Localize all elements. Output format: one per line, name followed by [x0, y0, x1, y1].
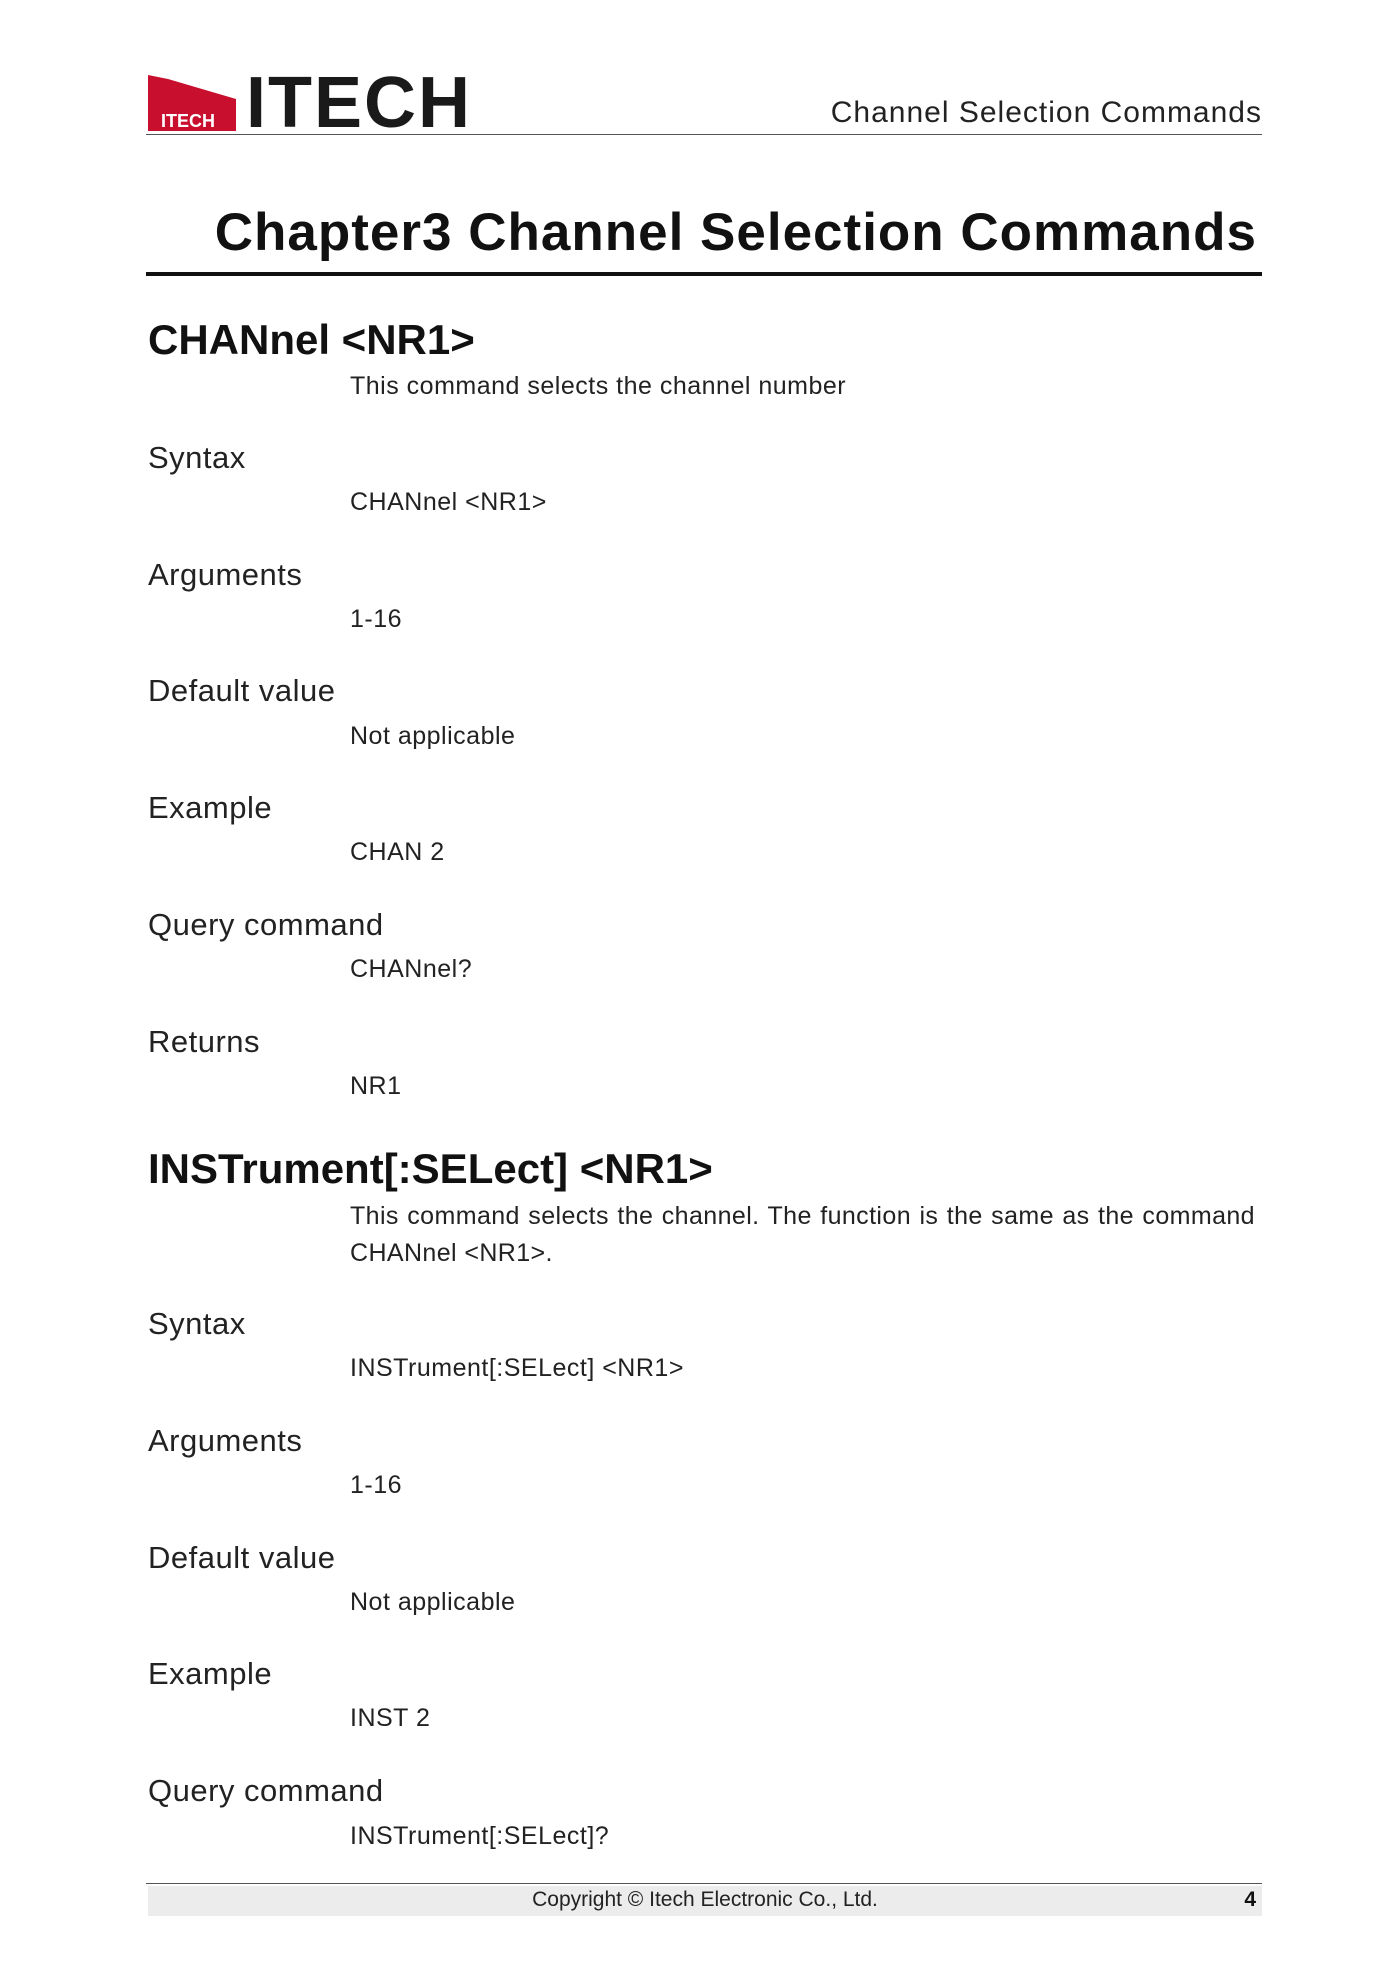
syntax-label: Syntax — [148, 1306, 246, 1341]
default-value: Not applicable — [350, 722, 516, 750]
example-label: Example — [148, 1656, 273, 1691]
example-value: INST 2 — [350, 1704, 431, 1732]
footer-copyright: Copyright © Itech Electronic Co., Ltd. — [532, 1888, 878, 1911]
command-description: This command selects the channel number — [350, 372, 847, 400]
header-divider — [146, 134, 1262, 135]
default-value-label: Default value — [148, 673, 336, 708]
command-heading-channel: CHANnel <NR1> — [148, 316, 475, 363]
query-command-label: Query command — [148, 907, 384, 942]
logo-mark-text: ITECH — [161, 111, 215, 131]
returns-label: Returns — [148, 1024, 261, 1059]
itech-logo — [148, 63, 472, 143]
chapter-title: Chapter3 Channel Selection Commands — [214, 203, 1257, 262]
default-value-label: Default value — [148, 1540, 336, 1575]
example-value: CHAN 2 — [350, 838, 445, 866]
syntax-value: CHANnel <NR1> — [350, 488, 547, 516]
arguments-value: 1-16 — [350, 605, 403, 633]
arguments-value: 1-16 — [350, 1471, 403, 1499]
query-command-value: CHANnel? — [350, 955, 473, 983]
query-command-value: INSTrument[:SELect]? — [350, 1822, 610, 1850]
arguments-label: Arguments — [148, 557, 303, 592]
query-command-label: Query command — [148, 1773, 384, 1808]
chapter-divider — [146, 272, 1262, 276]
running-header-title: Channel Selection Commands — [830, 96, 1262, 129]
default-value: Not applicable — [350, 1588, 516, 1616]
syntax-label: Syntax — [148, 440, 246, 475]
footer-divider — [146, 1883, 1262, 1884]
logo-wordmark: ITECH — [246, 63, 472, 143]
returns-value: NR1 — [350, 1072, 402, 1100]
command-description: This command selects the channel. The function is the same as the command CHANnel <NR1>. — [350, 1202, 1255, 1267]
command-heading-instrument: INSTrument[:SELect] <NR1> — [148, 1145, 713, 1192]
arguments-label: Arguments — [148, 1423, 303, 1458]
itech-logo-mark-icon — [148, 75, 236, 131]
footer — [148, 1886, 1262, 1916]
page-number: 4 — [1244, 1888, 1256, 1911]
example-label: Example — [148, 790, 273, 825]
syntax-value: INSTrument[:SELect] <NR1> — [350, 1354, 684, 1382]
